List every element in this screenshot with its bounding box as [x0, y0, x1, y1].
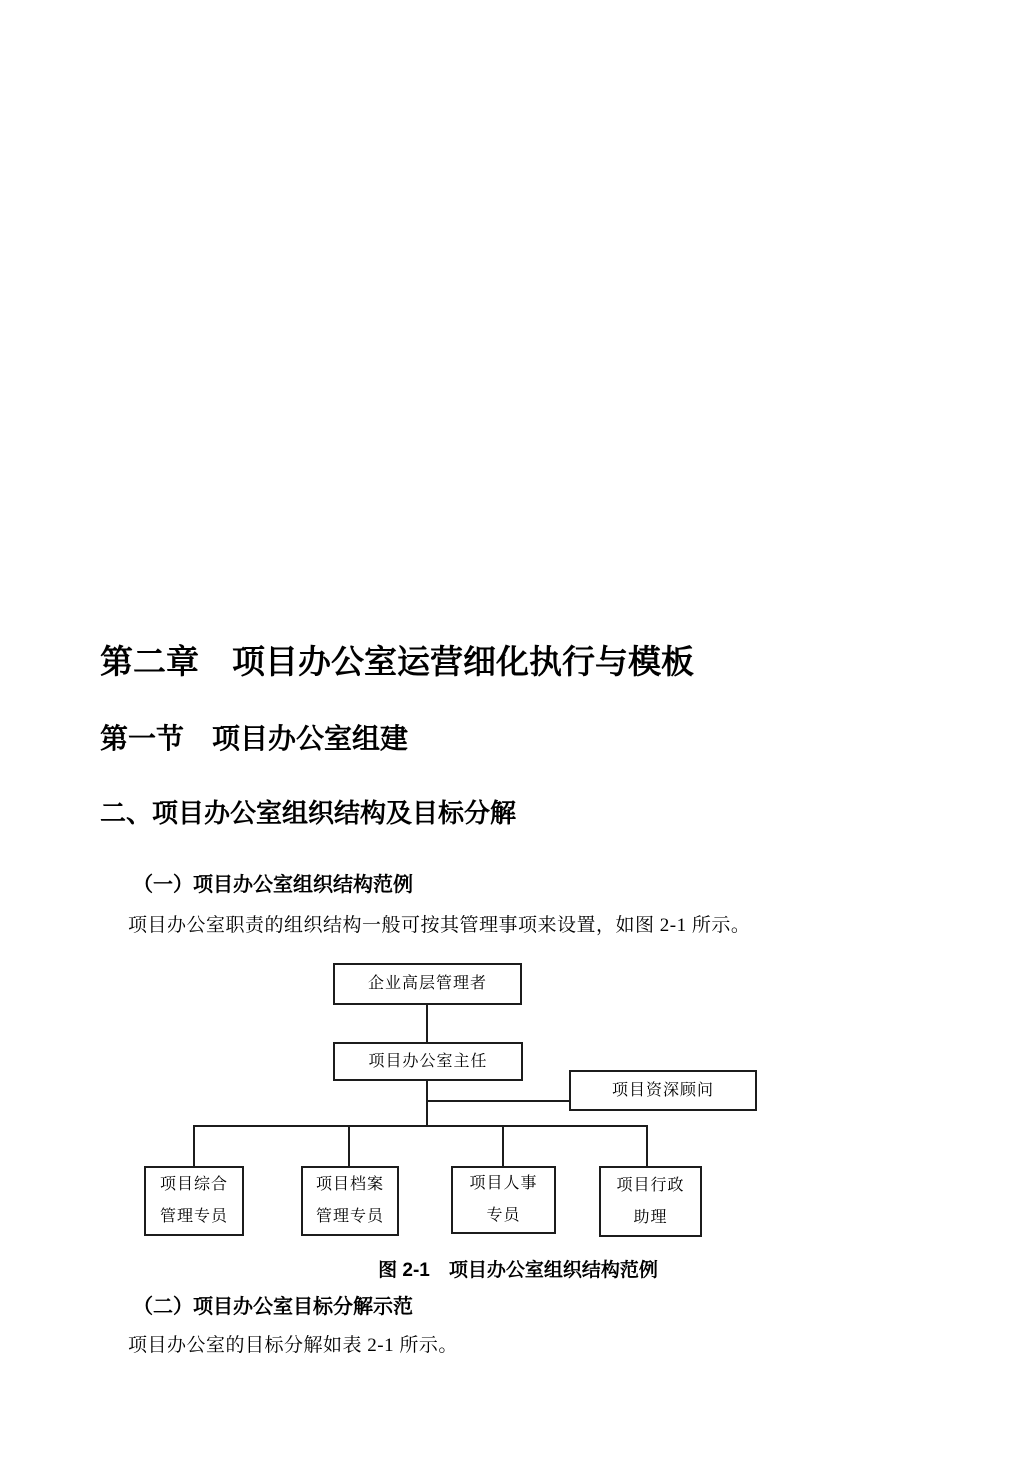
org-node-hr-specialist [451, 1166, 556, 1234]
org-node-label-line1: 项目人事 [469, 1175, 538, 1192]
org-node-general-admin-specialist [144, 1166, 244, 1236]
connector-drop-4 [646, 1125, 648, 1167]
connector-drop-2 [348, 1125, 350, 1167]
connector-drop-1 [193, 1125, 195, 1167]
org-node-label: 项目资深顾问 [611, 1081, 714, 1099]
org-node-label: 企业高层管理者 [367, 975, 487, 992]
org-node-senior-advisor [569, 1070, 757, 1111]
connector-advisor-branch [426, 1100, 570, 1102]
connector-drop-3 [502, 1125, 504, 1167]
part2-heading: （二）项目办公室目标分解示范 [133, 1296, 413, 1318]
connector-distribution-line [193, 1125, 648, 1127]
org-node-label-line1: 项目综合 [159, 1176, 228, 1193]
org-node-label-line2: 管理专员 [159, 1208, 228, 1225]
subsection-heading: 二、项目办公室组织结构及目标分解 [100, 798, 517, 828]
connector-director-down [426, 1081, 428, 1127]
connector-top-to-director [426, 1005, 428, 1042]
chapter-heading: 第二章 项目办公室运营细化执行与模板 [100, 645, 694, 681]
org-node-label-line2: 助理 [633, 1208, 668, 1226]
figure-caption: 图 2-1 项目办公室组织结构范例 [378, 1260, 658, 1281]
org-node-label-line1: 项目行政 [616, 1176, 685, 1194]
section-heading: 第一节 项目办公室组建 [100, 724, 409, 755]
org-node-label-line1: 项目档案 [315, 1176, 384, 1193]
part2-paragraph: 项目办公室的目标分解如表 2-1 所示。 [128, 1335, 458, 1356]
org-node-label-line2: 管理专员 [315, 1208, 384, 1225]
org-node-top-management [333, 963, 522, 1005]
org-node-archives-specialist [301, 1166, 399, 1236]
part1-heading: （一）项目办公室组织结构范例 [133, 874, 413, 896]
org-node-admin-assistant [599, 1166, 702, 1237]
org-node-label-line2: 专员 [486, 1207, 521, 1224]
part1-paragraph: 项目办公室职责的组织结构一般可按其管理事项来设置，如图 2-1 所示。 [128, 915, 751, 936]
org-node-label: 项目办公室主任 [368, 1052, 488, 1070]
org-node-pmo-director [333, 1042, 523, 1081]
org-chart-figure [0, 950, 1036, 1250]
